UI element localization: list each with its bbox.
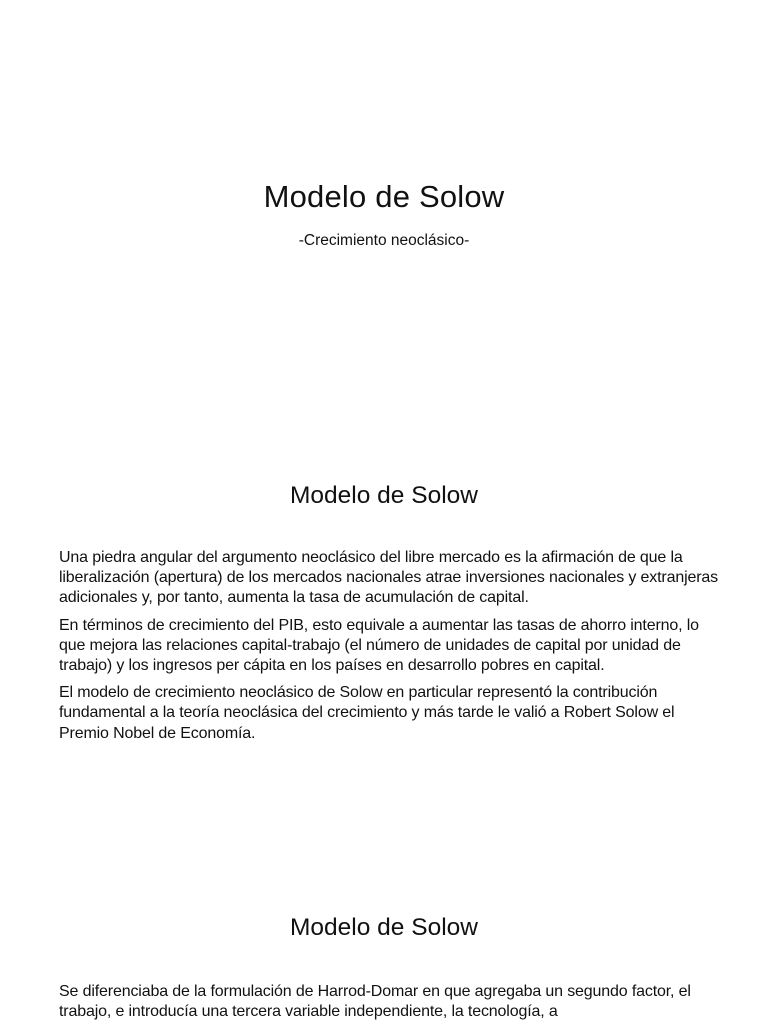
content-slide-2 bbox=[0, 864, 768, 1024]
paragraph: Se diferenciaba de la formulación de Harrod-Domar en que agregaba un segundo factor, el trabajo, e introducía una tercera variable independiente, la tecnología, a bbox=[59, 983, 691, 1021]
paragraph: Una piedra angular del argumento neoclásico del libre mercado es la afirmación de que la liberalización (apertura) de los mercados nacionales atrae inversiones nacionales y extranjeras adicionales y, por tanto, aumenta la tasa de acumulación de capital. bbox=[59, 549, 718, 607]
presentation-subtitle: -Crecimiento neoclásico- bbox=[298, 232, 470, 249]
presentation-title: Modelo de Solow bbox=[263, 179, 505, 214]
paragraph: El modelo de crecimiento neoclásico de Solow en particular representó la contribución fundamental a la teoría neoclásica del crecimiento y más tarde le valió a Robert Solow el Premio Nobel de Economía. bbox=[59, 684, 675, 742]
slide-heading: Modelo de Solow bbox=[290, 914, 478, 941]
paragraph: En términos de crecimiento del PIB, esto equivale a aumentar las tasas de ahorro interno, lo que mejora las relaciones capital-trabajo (el número de unidades de capital por unidad de trabajo) y los ingresos per cápita en los países en desarrollo pobres en capital. bbox=[59, 616, 699, 675]
slide-heading: Modelo de Solow bbox=[290, 482, 478, 509]
slide-body bbox=[59, 548, 721, 751]
slide-body bbox=[59, 982, 721, 1029]
title-slide bbox=[0, 0, 768, 432]
content-slide-1 bbox=[0, 432, 768, 864]
